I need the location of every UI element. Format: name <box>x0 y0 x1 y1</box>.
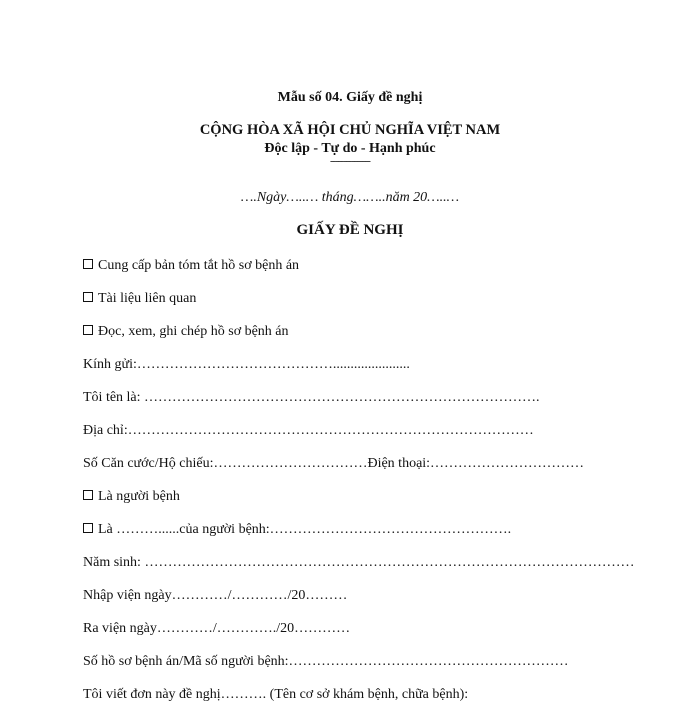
checkbox-icon[interactable] <box>83 292 93 302</box>
checkbox-icon[interactable] <box>83 325 93 335</box>
option-is-patient-label: Là người bệnh <box>98 489 180 504</box>
option-related-docs[interactable] <box>83 291 196 307</box>
option-related-docs-label: Tài liệu liên quan <box>98 291 197 306</box>
checkbox-icon[interactable] <box>83 259 93 269</box>
field-discharge-date[interactable]: Ra viện ngày…………/…………./20………… <box>83 621 351 636</box>
document-title: GIẤY ĐỀ NGHỊ <box>296 222 404 238</box>
field-birth-year[interactable]: Năm sinh: …………………………………………………………………………………………… <box>83 555 635 570</box>
form-number: Mẫu số 04. Giấy đề nghị <box>277 90 423 105</box>
option-is-patient[interactable] <box>83 489 180 505</box>
field-admission-date[interactable]: Nhập viện ngày…………/…………/20……… <box>83 588 348 603</box>
option-read-records[interactable] <box>83 324 289 340</box>
date-line: ….Ngày…..… tháng……..năm 20…..… <box>240 190 460 205</box>
national-title: CỘNG HÒA XÃ HỘI CHỦ NGHĨA VIỆT NAM <box>199 122 501 138</box>
national-motto: Độc lập - Tự do - Hạnh phúc <box>264 141 436 156</box>
checkbox-icon[interactable] <box>83 523 93 533</box>
field-recipient[interactable]: Kính gửi:……………………………………...................... <box>83 357 410 372</box>
header-divider: --------------- <box>330 155 370 167</box>
checkbox-icon[interactable] <box>83 490 93 500</box>
field-name[interactable]: Tôi tên là: …………………………………………………………………………. <box>83 390 540 405</box>
field-id-phone[interactable]: Số Căn cước/Hộ chiếu:……………………………Điện thoại:…………………………… <box>83 456 585 471</box>
option-summary[interactable] <box>83 258 299 274</box>
option-read-records-label: Đọc, xem, ghi chép hồ sơ bệnh án <box>98 324 289 339</box>
option-summary-label: Cung cấp bản tóm tắt hồ sơ bệnh án <box>98 258 300 273</box>
option-relative-label: Là ………......của người bệnh:……………………………………………. <box>98 522 512 537</box>
field-request-facility[interactable]: Tôi viết đơn này đề nghị………. (Tên cơ sở khám bệnh, chữa bệnh): <box>83 687 469 702</box>
option-relative-of-patient[interactable] <box>83 522 511 538</box>
field-record-number[interactable]: Số hồ sơ bệnh án/Mã số người bệnh:…………………………………………………… <box>83 654 569 669</box>
field-address[interactable]: Địa chỉ:…………………………………………………………………………… <box>83 423 534 438</box>
